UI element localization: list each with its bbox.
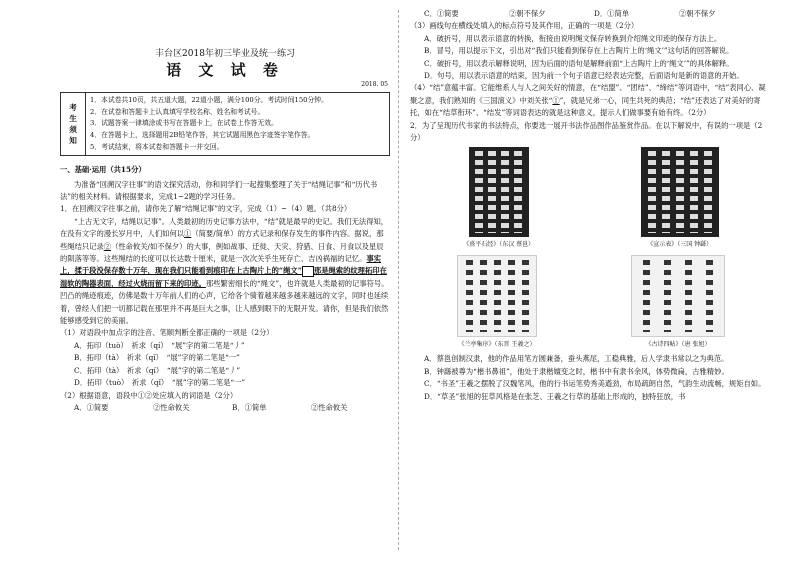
option: C．“书圣”王羲之摆脱了汉魏笔风，他的行书运笔势秀美遒劲，布局疏朗自然，气韵生动流畅，规矩自如。 xyxy=(424,379,766,389)
passage-part-b: （简要/简单）的方式记录和保存发生的事件内容。据说，那些绳结只记录 xyxy=(60,229,384,251)
option: C．破折号，用以表示解释说明，因为后面的语句是解释前面“上古陶片上的‘绳文’”的具体解释。 xyxy=(424,58,734,68)
notice-item: 2．在试卷和答题卡上认真填写学校名称、姓名和考试号。 xyxy=(90,107,265,116)
image-caption: 《熹平石经》（东汉 蔡邕） xyxy=(463,241,535,249)
passage-part-a: “上古无文字，结绳以记事”。人类最初的历史记事方法中，“结”就是最早的史记。我们无法得知，在没有文字的漫长岁月中，人们如何以 xyxy=(60,216,389,239)
question-2: 2．为了呈现历代书家的书法特点，你要选一展开书法作品图作品鉴赏作品。在以下解说中，有误的一项是（2分） xyxy=(410,120,763,143)
image-caption: 《兰亭集序》（东晋 王羲之） xyxy=(458,340,536,348)
option: C．拓印（tà） 祈求（qí） “展”字的第二笔是“丿” xyxy=(74,365,241,375)
passage-part-d: 那些繁密细长的“绳文”，也许就是人类最初的记事符号。凹凸的绳迹痕迹，仿佛是数十万年前人们的心声，它给各个骑着越来越多越来越远的文字，同时也延续着，曾经人们把一切都记载在那里并不再是巨大之事，让人感到眼下的无限开发。请你，但是我们依然能够感受到它的美丽。 xyxy=(60,278,389,326)
option: ②性命攸关 xyxy=(311,402,348,412)
answer-box xyxy=(302,266,314,277)
notice-label xyxy=(61,93,86,156)
notice-item: 1．本试卷共10页，共五道大题，22道小题，满分100分。考试时间150分钟。 xyxy=(90,96,328,105)
option: D．“草圣”张旭的狂草风格是在张芝、王羲之行草的基础上形成的，独特狂放，书 xyxy=(424,391,686,401)
blank-2: ② xyxy=(103,241,112,251)
option: B．钟繇被尊为“楷书鼻祖”，他处于隶楷嬗变之时，楷书中有隶书余风，体势微扁，古雅精妙。 xyxy=(424,366,729,376)
exam-title: 语 文 试 卷 xyxy=(166,61,284,80)
passage-part-c: （性命攸关/如不保夕）的大事，例如战事、迁徙、天灾、狩猎、日食、月食以及星辰的陨落等等。这些绳结的长度可以长达数十厘米，就是一次次关乎生死存亡、吉凶祸福的记忆。 xyxy=(60,241,384,264)
notice-item: 4．在答题卡上，选择题用2B铅笔作答，其它试题用黑色字迹签字笔作答。 xyxy=(90,131,315,139)
right-column xyxy=(410,8,772,403)
left-column xyxy=(60,46,390,414)
option: B．①简单 xyxy=(232,402,267,412)
question-1-3: （3）画线句在横线处填入的标点符号及其作用，正确的一项是（2分） xyxy=(410,21,639,31)
question-1-4-text: （4）“结”意蕴丰富。它能维系人与人之间关好的情意，在“结盟”、“团结”、“缔结”等词语中，“结”表同心、凝聚之意，我们熟知的《三国演义》中刘关张“ xyxy=(410,83,766,105)
option: A．拓印（tuò） 祈求（qí） “展”字的第二笔是“丿” xyxy=(74,340,245,350)
calligraphy-item xyxy=(457,255,537,351)
option-row xyxy=(60,402,390,414)
image-caption: 《古诗四帖》（唐 张旭） xyxy=(645,340,711,348)
question-1: 1．在回溯汉字往事之前，请你先了解“结绳记事”的文字，完成（1）~（4）题。（共8分） xyxy=(60,204,352,214)
question-1-1: （1）对语段中加点字的注音、笔顺判断全都正确的一项是（2分） xyxy=(60,328,274,338)
question-1-4-rest: ”，就是兄弟一心，同生共死的典范；“结”还表达了对美好的寄托，如在“结草衔环”、“结发”等词语表达的就是这种意义，提示人们做事要有始有终。（2分） xyxy=(410,95,761,118)
option: A．蔡邕创制汉隶，他的作品用笔方圆兼备，蚕头燕尾，工稳典雅，后人学隶书常以之为典范。 xyxy=(424,354,729,364)
calligraphy-image xyxy=(641,147,719,237)
calligraphy-row-2 xyxy=(410,255,772,351)
calligraphy-image xyxy=(631,255,725,337)
option: B．冒号，用以提示下文，引出对“我们只能看到保存在上古陶片上的‘绳文’”这句话的回答解说。 xyxy=(424,46,734,56)
option: D．①简单 xyxy=(594,9,630,18)
option: D．句号，用以表示语意的结束，因为前一个句子语意已经表达完整，后面语句是新的语意的开始。 xyxy=(424,71,744,81)
question-1-4 xyxy=(410,82,772,119)
notice-label-text: 考 生 须 知 xyxy=(69,103,77,146)
calligraphy-image xyxy=(457,255,537,337)
notice-table xyxy=(60,92,390,156)
option: C．①简要 xyxy=(424,9,459,18)
calligraphy-item xyxy=(641,147,719,251)
calligraphy-item xyxy=(463,147,534,251)
section-heading: 一、基础·运用（共15分） xyxy=(60,165,146,175)
calligraphy-item xyxy=(631,255,725,351)
question-1-2: （2）根据语意，语段中①②处应填入的词语是（2分） xyxy=(60,390,238,400)
intro-text: 为准备“回溯汉字往事”的语文探究活动，你和同学们一起搜集整理了关于“结绳记事”和“历代书法”的相关材料。请根据要求，完成1~2题的学习任务。 xyxy=(60,179,378,201)
passage xyxy=(60,216,390,328)
option: ②朝不保夕 xyxy=(509,9,546,18)
option: A．破折号，用以表示语意的转换，衔接由说明绳文保存转换到介绍绳文印迹的保存方法上。 xyxy=(424,33,722,43)
notice-item: 3．试题答案一律填涂或书写在答题卡上，在试卷上作答无效。 xyxy=(90,119,278,128)
underlined-sentence-2: 那是绳索的纹理拓印在湿软的陶器表面，经过火烧而留下来的印迹。 xyxy=(60,266,387,288)
image-caption: 《宣示表》（三国 钟繇） xyxy=(647,241,713,249)
option-row xyxy=(410,8,772,20)
calligraphy-row-1 xyxy=(410,147,772,251)
option: A．①简要 xyxy=(74,402,109,412)
option: B．拓印（tà） 祈求（qǐ） “展”字的第二笔是“一” xyxy=(74,353,240,363)
notice-item: 5．考试结束，将本试卷和答题卡一并交回。 xyxy=(90,142,224,151)
blank-1: ① xyxy=(184,229,192,239)
underlined-sentence: 事实上，揉于段没保存数十万年，现在我们只能看到痕印在上古陶片上的“绳文” xyxy=(60,254,382,276)
school-line: 丰台区2018年初三毕业及统一练习 xyxy=(155,49,295,59)
column-divider xyxy=(398,10,400,550)
blank-q4: ① xyxy=(552,95,560,105)
exam-date: 2018. 05 xyxy=(361,80,388,88)
option: ②朝不保夕 xyxy=(679,9,716,18)
option: ②性命攸关 xyxy=(153,402,190,412)
notice-items xyxy=(86,93,390,156)
option: D．拓印（tuò） 祈求（qǐ） “展”字的第二笔是“一” xyxy=(74,378,246,388)
calligraphy-image xyxy=(469,147,529,237)
